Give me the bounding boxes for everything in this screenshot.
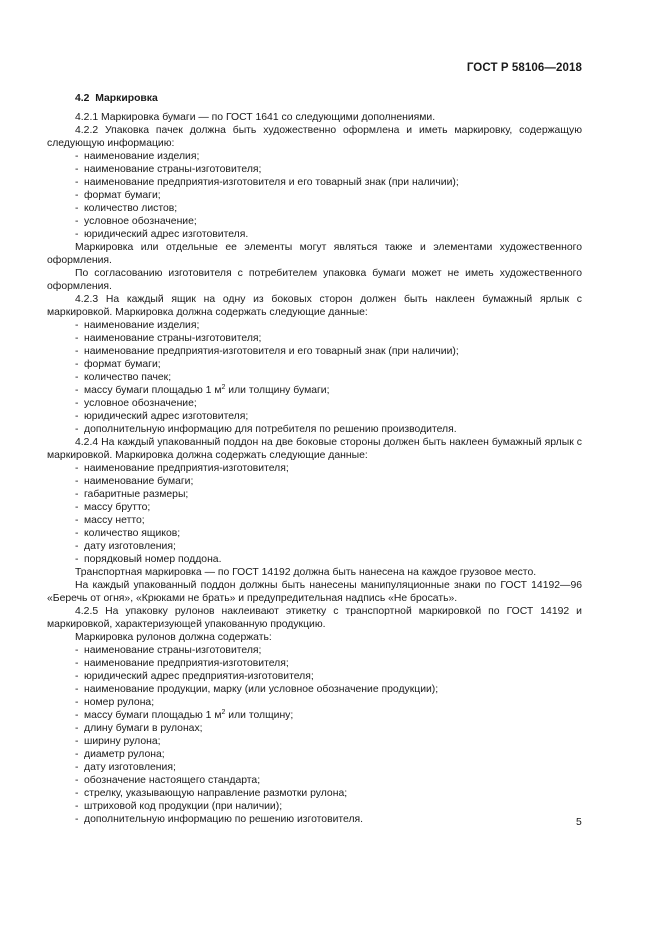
list-item: - наименование страны-изготовителя; — [75, 333, 262, 344]
list-item: - юридический адрес изготовителя; — [75, 411, 249, 422]
list-item: - дополнительную информацию по решению изготовителя. — [75, 814, 364, 825]
list-item: - дополнительную информацию для потребителя по решению производителя. — [75, 424, 457, 435]
page-number: 5 — [576, 817, 582, 828]
paragraph-4-2-4: 4.2.4 На каждый упакованный поддон на две боковые стороны должен быть наклеен бумажный ярлык с маркировкой. Маркировка должна содержать следующие данные: — [47, 437, 582, 461]
list-item: - количество пачек; — [75, 372, 172, 383]
list-item: - дату изготовления; — [75, 762, 176, 773]
document-body — [47, 92, 582, 826]
list-item: - наименование предприятия-изготовителя и его товарный знак (при наличии); — [75, 346, 459, 357]
paragraph-transport-marking: Транспортная маркировка — по ГОСТ 14192 должна быть нанесена на каждое грузовое место. — [75, 567, 537, 578]
list-item: - обозначение настоящего стандарта; — [75, 775, 261, 786]
paragraph-4-2-5: 4.2.5 На упаковку рулонов наклеивают этикетку с транспортной маркировкой по ГОСТ 14192 и маркировкой, характеризующей упакованную продукцию. — [47, 606, 582, 630]
list-item: - количество ящиков; — [75, 528, 181, 539]
paragraph-handling-signs: На каждый упакованный поддон должны быть нанесены манипуляционные знаки по ГОСТ 14192—96 «Беречь от огня», «Крюками не брать» и предупредительная надпись «Не бросать». — [47, 580, 582, 604]
list-item: - юридический адрес изготовителя. — [75, 229, 249, 240]
list-boxes — [47, 319, 582, 436]
paragraph-roll-marking: Маркировка рулонов должна содержать: — [75, 632, 272, 643]
list-item: - условное обозначение; — [75, 398, 197, 409]
list-item: - наименование изделия; — [75, 151, 200, 162]
section-heading — [47, 92, 582, 106]
paragraph-4-2-2: 4.2.2 Упаковка пачек должна быть художественно оформлена и иметь маркировку, содержащую следующую информацию: — [47, 125, 582, 149]
list-item: - диаметр рулона; — [75, 749, 165, 760]
list-item: - номер рулона; — [75, 697, 155, 708]
list-rolls — [47, 644, 582, 826]
paragraph-4-2-1: 4.2.1 Маркировка бумаги — по ГОСТ 1641 со следующими дополнениями. — [75, 112, 436, 123]
section-number: 4.2 — [75, 93, 90, 104]
list-item: - массу бумаги площадью 1 $м^2$ или толщину бумаги; — [75, 384, 330, 396]
paragraph-design-elements: Маркировка или отдельные ее элементы могут являться также и элементами художественного оформления. — [47, 242, 582, 266]
list-item: - наименование бумаги; — [75, 476, 194, 487]
list-item: - наименование изделия; — [75, 320, 200, 331]
list-item: - штриховой код продукции (при наличии); — [75, 801, 283, 812]
list-item: - наименование предприятия-изготовителя; — [75, 658, 289, 669]
list-item: - наименование продукции, марку (или условное обозначение продукции); — [75, 684, 439, 695]
list-item: - порядковый номер поддона. — [75, 554, 222, 565]
list-item: - массу брутто; — [75, 502, 151, 513]
list-pallets — [47, 462, 582, 566]
list-item: - массу нетто; — [75, 515, 145, 526]
list-item: - дату изготовления; — [75, 541, 176, 552]
list-item: - массу бумаги площадью 1 $м^2$ или толщину; — [75, 709, 294, 721]
list-item: - количество листов; — [75, 203, 178, 214]
list-item: - ширину рулона; — [75, 736, 161, 747]
document-standard-header: ГОСТ Р 58106—2018 — [466, 62, 582, 74]
list-item: - наименование страны-изготовителя; — [75, 645, 262, 656]
list-item: - формат бумаги; — [75, 359, 161, 370]
list-item: - юридический адрес предприятия-изготовителя; — [75, 671, 314, 682]
paragraph-agreement: По согласованию изготовителя с потребителем упаковка бумаги может не иметь художественного оформления. — [47, 268, 582, 292]
list-item: - длину бумаги в рулонах; — [75, 723, 203, 734]
list-item: - стрелку, указывающую направление размотки рулона; — [75, 788, 348, 799]
list-item: - условное обозначение; — [75, 216, 197, 227]
list-item: - наименование страны-изготовителя; — [75, 164, 262, 175]
list-item: - наименование предприятия-изготовителя и его товарный знак (при наличии); — [75, 177, 459, 188]
list-packs — [47, 150, 582, 241]
list-item: - габаритные размеры; — [75, 489, 189, 500]
list-item: - формат бумаги; — [75, 190, 161, 201]
list-item: - наименование предприятия-изготовителя; — [75, 463, 289, 474]
section-title: Маркировка — [95, 93, 158, 104]
paragraph-4-2-3: 4.2.3 На каждый ящик на одну из боковых сторон должен быть наклеен бумажный ярлык с маркировкой. Маркировка должна содержать следующие данные: — [47, 294, 582, 318]
